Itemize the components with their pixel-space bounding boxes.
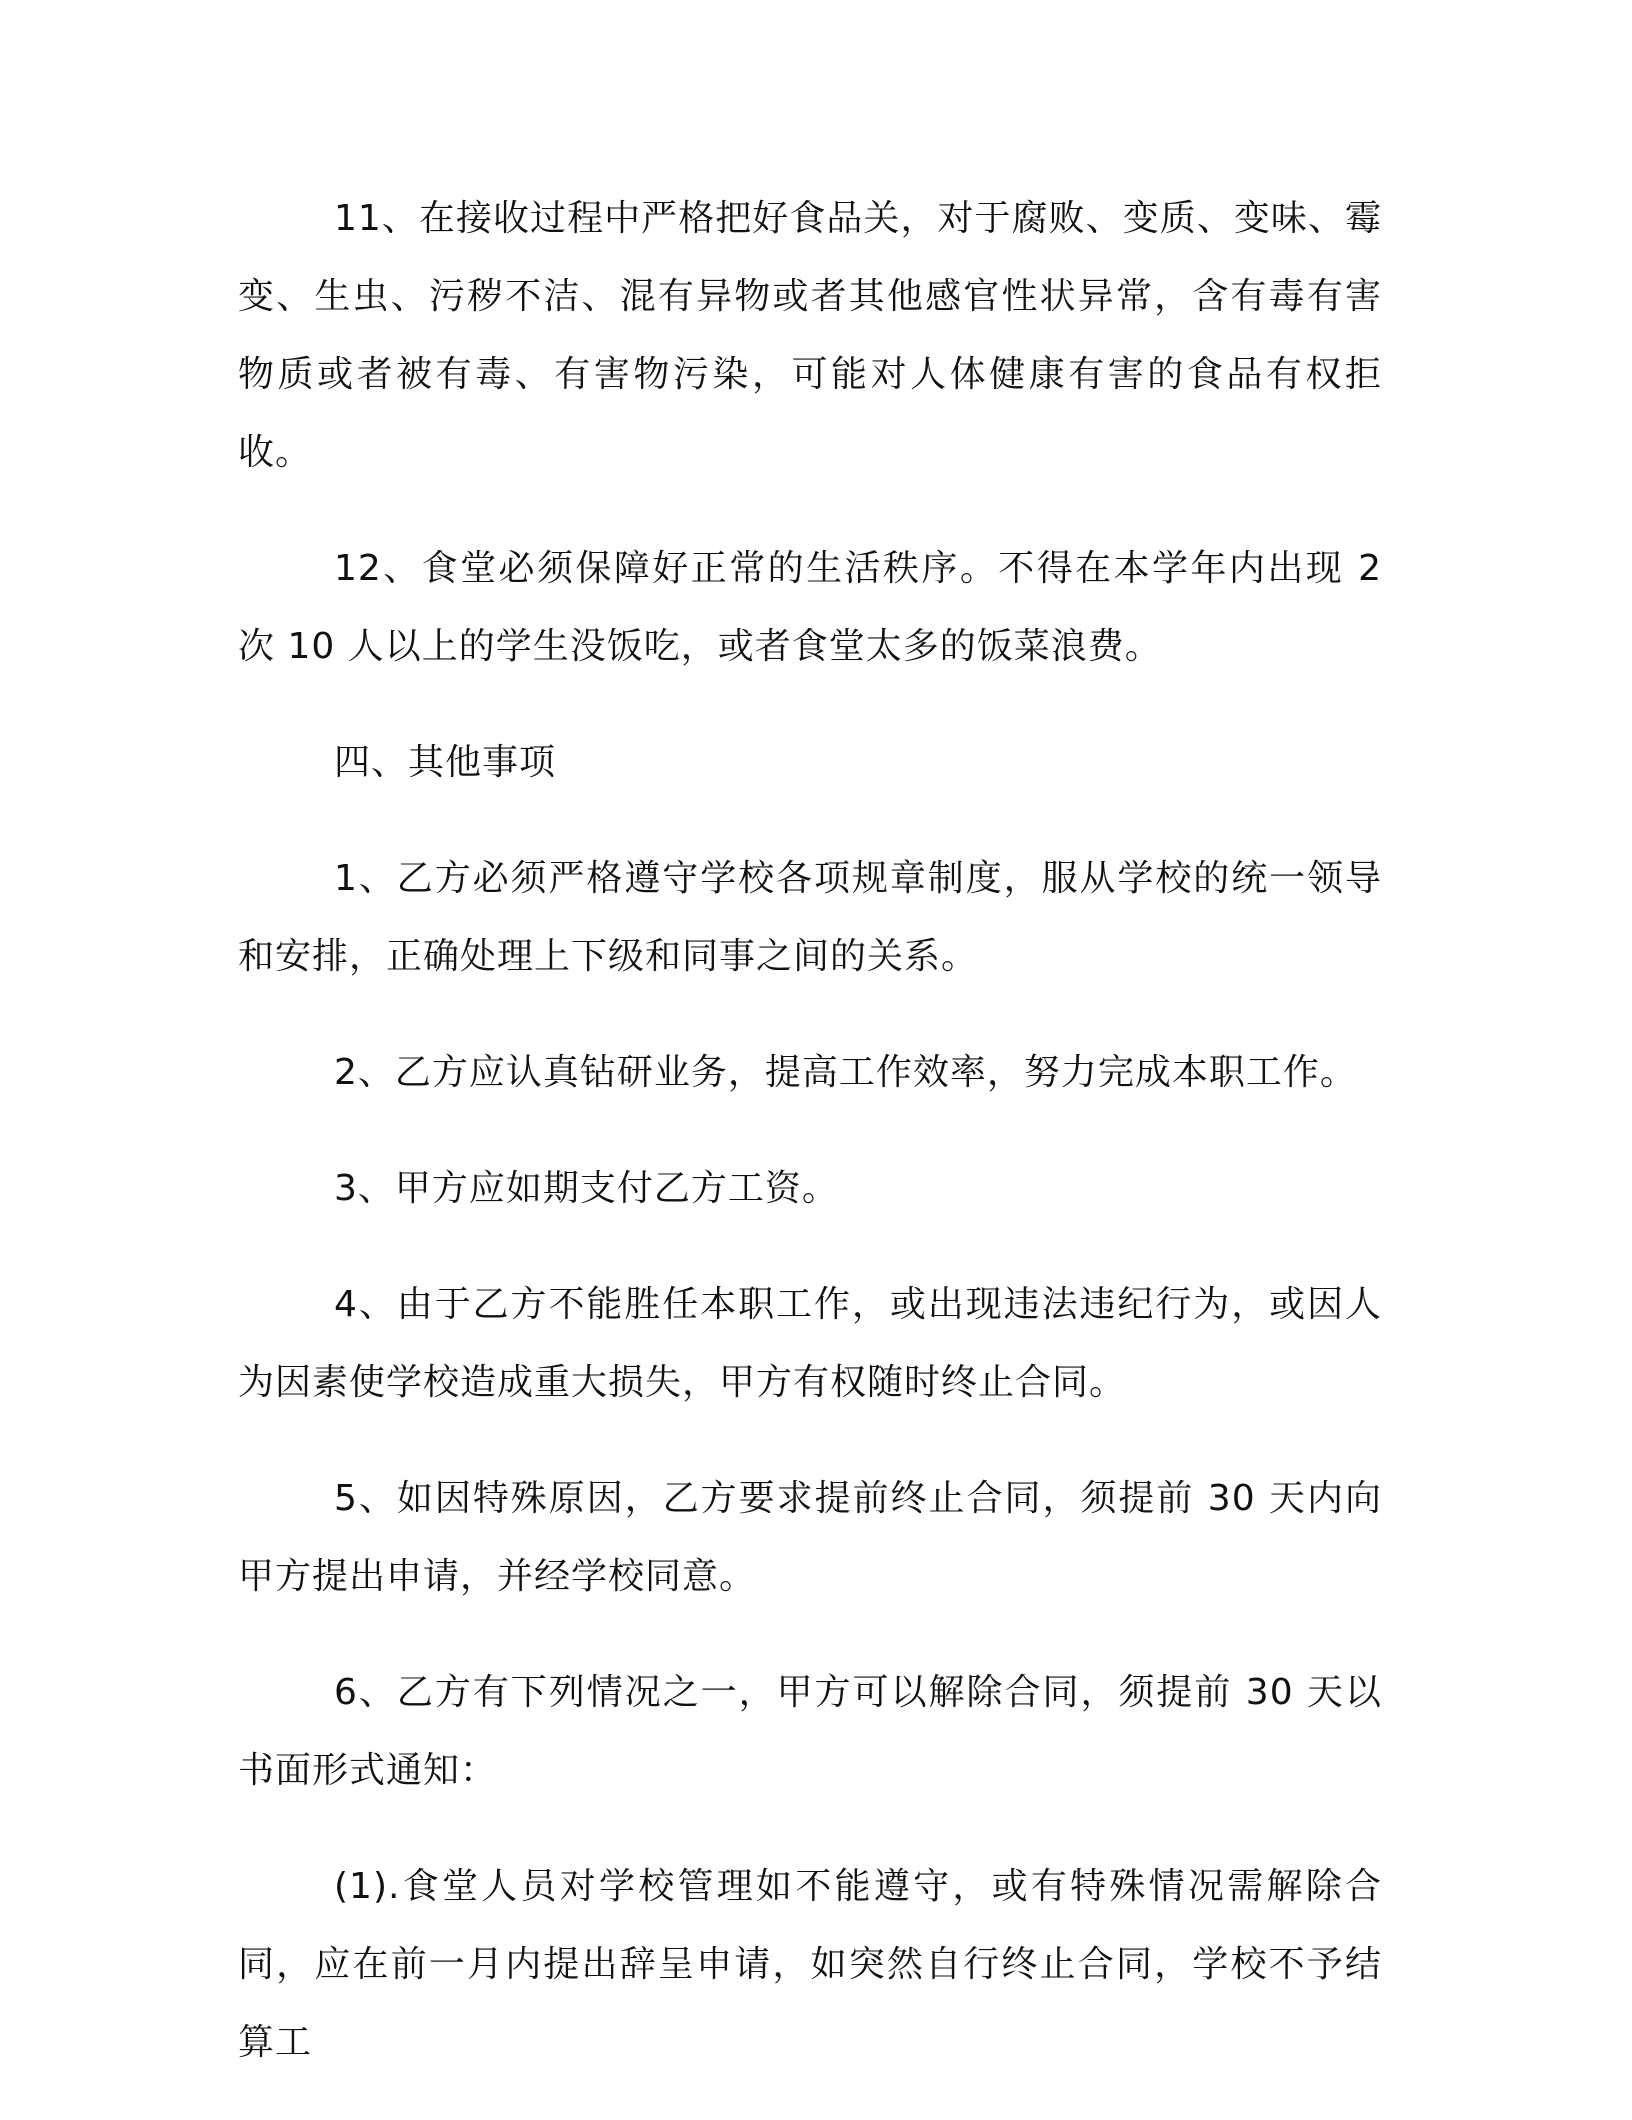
paragraph-2-work: 2、乙方应认真钻研业务，提高工作效率，努力完成本职工作。 — [334, 1052, 1357, 1093]
paragraph-12-canteen-order: 12、食堂必须保障好正常的生活秩序。不得在本学年内出现 2 次 10 人以上的学生没饭吃，或者食堂太多的饭菜浪费。 — [238, 548, 1382, 667]
paragraph-5-early-termination: 5、如因特殊原因，乙方要求提前终止合同，须提前 30 天内向甲方提出申请，并经学校同意。 — [238, 1478, 1382, 1597]
document-body — [238, 180, 1382, 2120]
paragraph-3-wages: 3、甲方应如期支付乙方工资。 — [334, 1168, 839, 1209]
paragraph-6-dismissal: 6、乙方有下列情况之一，甲方可以解除合同，须提前 30 天以书面形式通知： — [238, 1672, 1382, 1791]
paragraph-1-rules: 1、乙方必须严格遵守学校各项规章制度，服从学校的统一领导和安排，正确处理上下级和同事之间的关系。 — [238, 858, 1382, 977]
section-heading-other-matters: 四、其他事项 — [334, 742, 557, 783]
paragraph-sub-1-resignation: (1).食堂人员对学校管理如不能遵守，或有特殊情况需解除合同，应在前一月内提出辞呈申请，如突然自行终止合同，学校不予结算工 — [238, 1866, 1382, 2063]
paragraph-11-food-receiving: 11、在接收过程中严格把好食品关，对于腐败、变质、变味、霉变、生虫、污秽不洁、混有异物或者其他感官性状异常，含有毒有害物质或者被有毒、有害物污染，可能对人体健康有害的食品有权拒收。 — [238, 198, 1382, 473]
paragraph-4-termination: 4、由于乙方不能胜任本职工作，或出现违法违纪行为，或因人为因素使学校造成重大损失，甲方有权随时终止合同。 — [238, 1284, 1382, 1403]
